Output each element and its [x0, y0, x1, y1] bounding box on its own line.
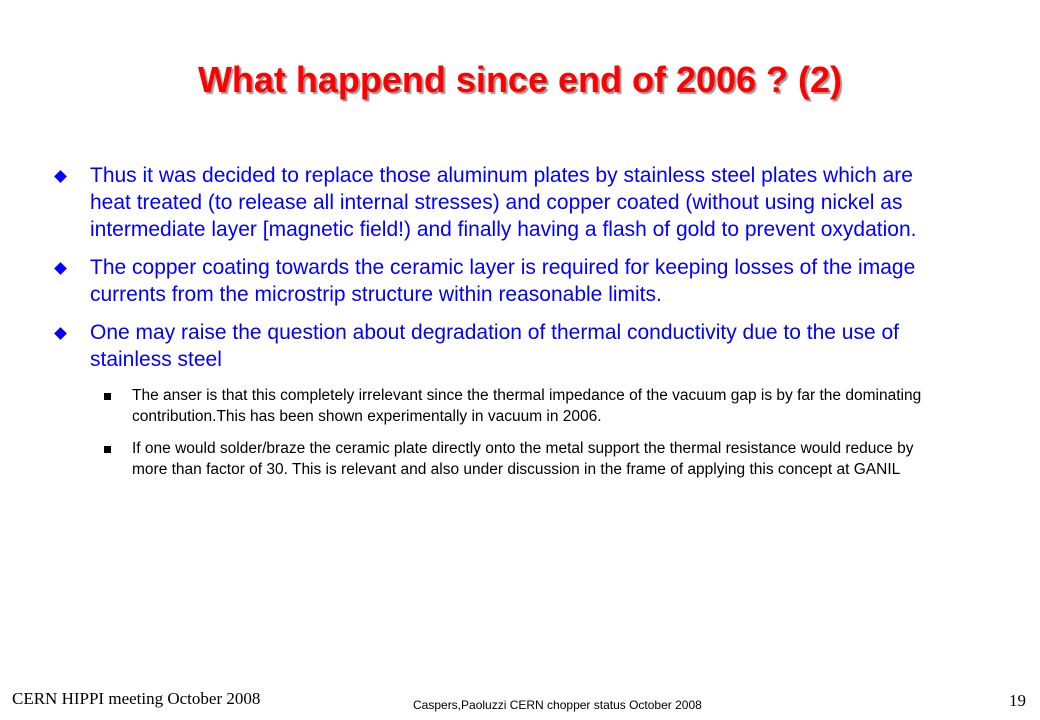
slide-content	[52, 162, 952, 491]
bullet-item	[52, 254, 952, 308]
bullet-text: One may raise the question about degradation of thermal conductivity due to the use of stainless steel	[90, 321, 900, 371]
bullet-item	[52, 319, 952, 480]
footer-meeting: CERN HIPPI meeting October 2008	[12, 689, 261, 708]
diamond-bullet-icon	[54, 170, 67, 183]
square-bullet-icon	[104, 393, 111, 400]
sub-bullet-item	[90, 438, 952, 480]
sub-bullet-list	[90, 385, 952, 480]
bullet-text: Thus it was decided to replace those aluminum plates by stainless steel plates which are heat treated (to release all internal stresses) and copper coated (without using nickel as intermediate layer [magnetic field!) and finally having a flash of gold to prevent oxydation.	[90, 164, 917, 241]
footer-authors: Caspers,Paoluzzi CERN chopper status October 2008	[413, 698, 702, 712]
square-bullet-icon	[104, 446, 111, 453]
page-number: 19	[1009, 691, 1026, 710]
diamond-bullet-icon	[54, 327, 67, 340]
sub-bullet-item	[90, 385, 952, 427]
sub-bullet-text: If one would solder/braze the ceramic plate directly onto the metal support the thermal resistance would reduce by more than factor of 30. This is relevant and also under discussion in the frame of applying this concept at GANIL	[132, 440, 914, 478]
diamond-bullet-icon	[54, 262, 67, 275]
bullet-item	[52, 162, 952, 243]
bullet-text: The copper coating towards the ceramic layer is required for keeping losses of the image currents from the microstrip structure within reasonable limits.	[90, 256, 916, 306]
sub-bullet-text: The anser is that this completely irrelevant since the thermal impedance of the vacuum gap is by far the dominating contribution.This has been shown experimentally in vacuum in 2006.	[132, 387, 922, 425]
slide-title: What happend since end of 2006 ? (2)	[197, 59, 843, 100]
